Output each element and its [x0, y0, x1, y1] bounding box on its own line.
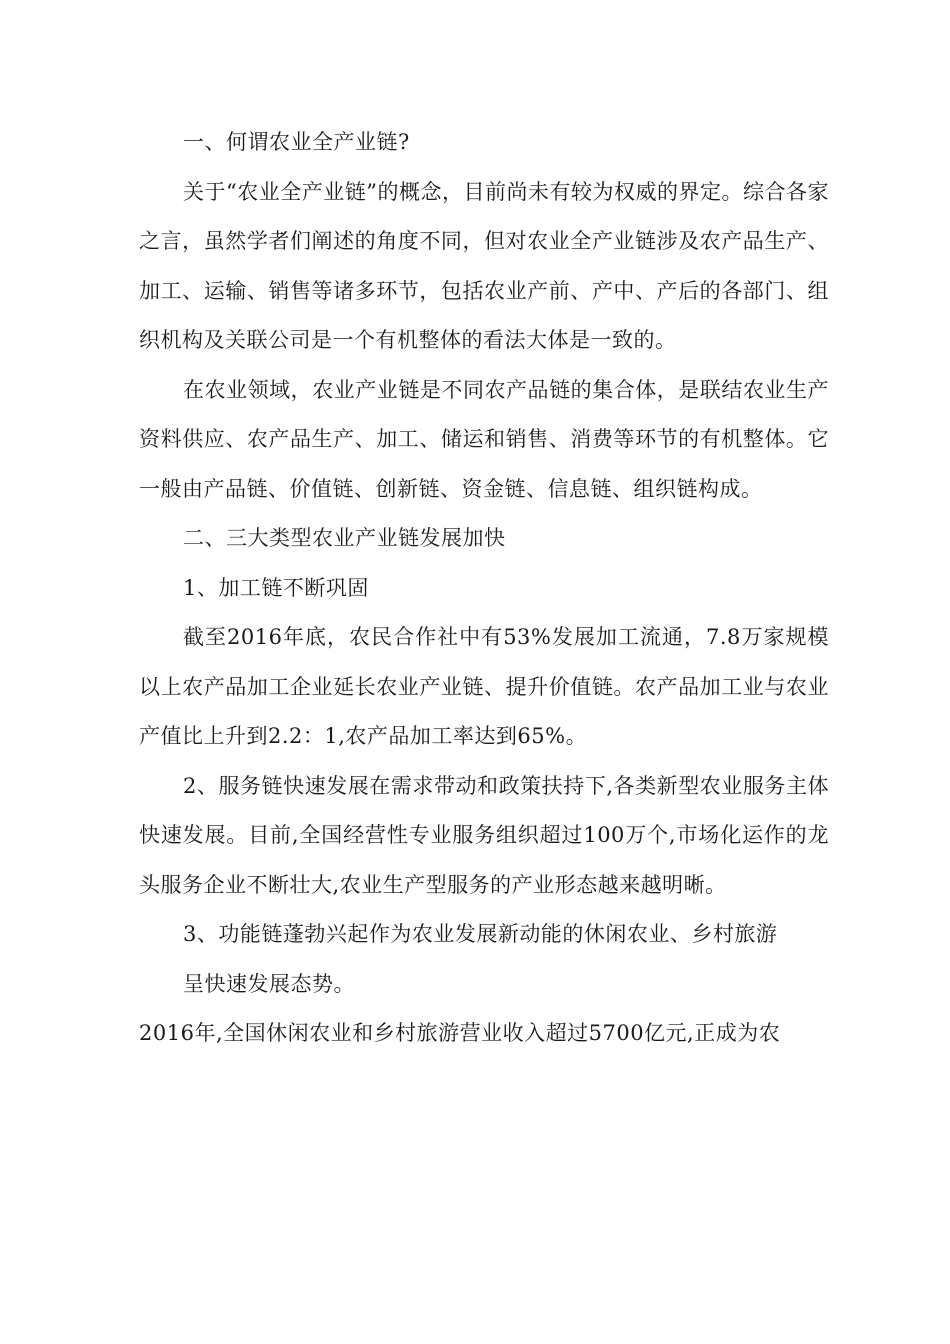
paragraph: 2、服务链快速发展在需求带动和政策扶持下,各类新型农业服务主体快速发展。目前,全国经营性专业服务组织超过100万个,市场化运作的龙头服务企业不断壮大,农业生产型服务的产业形态越来越明晰。 — [139, 773, 829, 897]
paragraph: 截至2016年底，农民合作社中有53%发展加工流通，7.8万家规模以上农产品加工企业延长农业产业链、提升价值链。农产品加工业与农业产值比上升到2.2：1,农产品加工率达到65%。 — [139, 625, 829, 748]
paragraph: 2016年,全国休闲农业和乡村旅游营业收入超过5700亿元,正成为农 — [139, 1021, 781, 1045]
section-heading: 二、三大类型农业产业链发展加快 — [183, 526, 506, 550]
paragraph: 在农业领域，农业产业链是不同农产品链的集合体，是联结农业生产资料供应、农产品生产、加工、储运和销售、消费等环节的有机整体。它一般由产品链、价值链、创新链、资金链、信息链、组织链构成。 — [139, 377, 829, 501]
paragraph: 关于“农业全产业链”的概念，目前尚未有较为权威的界定。综合各家之言，虽然学者们阐述的角度不同，但对农业全产业链涉及农产品生产、加工、运输、销售等诸多环节，包括农业产前、产中、产后的各部门、组织机构及关联公司是一个有机整体的看法大体是一致的。 — [139, 179, 829, 352]
section-heading: 一、何谓农业全产业链? — [183, 130, 410, 154]
paragraph-line: 呈快速发展态势。 — [183, 971, 355, 996]
paragraph-line: 3、功能链蓬勃兴起作为农业发展新动能的休闲农业、乡村旅游 — [183, 922, 778, 946]
document-body — [139, 118, 829, 1059]
subsection-heading: 1、加工链不断巩固 — [183, 575, 369, 600]
